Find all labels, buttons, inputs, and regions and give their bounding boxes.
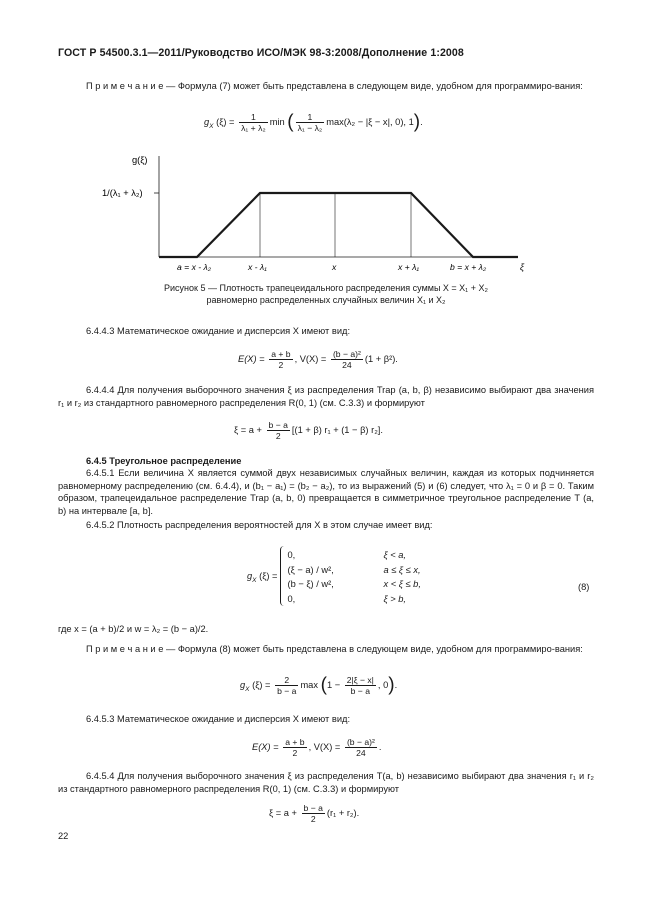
figure-5-caption	[58, 283, 594, 306]
case-row: (ξ − a) / w², a ≤ ξ ≤ x,	[287, 564, 421, 575]
section-6-4-5-title: 6.4.5 Треугольное распределение	[86, 456, 242, 466]
note-2-lead: П р и м е ч а н и е	[86, 644, 164, 654]
formula-7-max: max(λ₂ − |ξ − x|, 0), 1	[326, 116, 414, 127]
figure-caption-line-2: равномерно распределенных случайных величин X₁ и X₂	[206, 294, 446, 305]
figure-caption-line-1: Рисунок 5 — Плотность трапецеидального распределения суммы X = X₁ + X₂	[164, 283, 488, 293]
para-6-4-5-1: 6.4.5.1 Если величина X является суммой двух независимых случайных величин, каждая из которых подчиняется равномерному распределению (см. 6.4.4), и (b₁ − a₁) = (b₂ − a₂), то из выражений (5) и (6) следует, что λ₁ = 0 и β = 0. Таким образом, трапецеидальное распределение Trap (a, b, 0) превращается в симметричное треугольное распределение T (a, b) на интервале [a, b].	[58, 468, 594, 516]
formula-7-arg: (ξ) =	[216, 116, 235, 127]
formula-7-min: min	[269, 116, 285, 127]
case-row: (b − ξ) / w², x < ξ ≤ b,	[287, 579, 421, 590]
formula-8-programming: $g_X$ (ξ) = $\frac{2}{b - a}$ max (1 − $\frac{2|\xi - x|}{b - a}$ , 0).	[240, 674, 398, 696]
para-6-4-4-3: 6.4.4.3 Математическое ожидание и дисперсия X имеют вид:	[86, 326, 351, 336]
x-label-x-plus-l1: x + λ₁	[398, 262, 420, 272]
note-1-text: — Формула (7) может быть представлена в следующем виде, удобном для программиро-вания:	[163, 81, 583, 91]
para-6-4-5-2: 6.4.5.2 Плотность распределения вероятностей для X в этом случае имеет вид:	[86, 520, 433, 530]
y-axis-label: g(ξ)	[132, 155, 148, 165]
x-label-x-minus-l1: x - λ₁	[248, 262, 267, 272]
formula-triangular-sample: ξ = a + $\frac{b - a}{2}$ (r₁ + r₂).	[269, 803, 360, 824]
formula-ex-vx-trap: E(X) = $\frac{a + b}{2}$ , V(X) = $\frac{\text{(b − a)²}}{24}$ (1 + β²).	[238, 349, 398, 370]
note-1-lead: П р и м е ч а н и е	[86, 81, 164, 91]
formula-8: $g_X$ (ξ) = 0, ξ < a, (ξ − a) / w², a ≤ ξ ≤ x, (b − ξ) / w², x < ξ ≤ b, 0, ξ > b,	[246, 545, 422, 609]
para-6-4-5-4: 6.4.5.4 Для получения выборочного значения ξ из распределения T(a, b) независимо выбирают два значения r₁ и r₂ из стандартного равномерного распределения R(0, 1) (см. С.3.3) и формируют	[58, 771, 594, 794]
document-header: ГОСТ Р 54500.3.1—2011/Руководство ИСО/МЭК 98-3:2008/Дополнение 1:2008	[58, 47, 464, 59]
figure-5-trapezoid-plot	[100, 150, 540, 278]
formula-8-number: (8)	[578, 582, 590, 592]
formula-7-frac1: $\frac{1}{\text{λ₁ + λ₂}}$	[241, 112, 266, 133]
formula-7-frac2: $\frac{1}{\text{λ₁ − λ₂}}$	[297, 112, 323, 133]
para-6-4-4-4: 6.4.4.4 Для получения выборочного значения ξ из распределения Trap (a, b, β) независимо выбирают два значения r₁ и r₂ из стандартного равномерного распределения R(0, 1) (см. С.3.3) и формируют	[58, 385, 594, 408]
x-label-a: a = x - λ₂	[177, 262, 212, 272]
x-label-x: x	[332, 262, 337, 272]
formula-7: $g_X$ (ξ) = $\frac{1}{\text{λ₁ + λ₂}}$ min ( $\frac{1}{\text{λ₁ − λ₂}}$ max(λ₂ − |ξ − x|, 0), 1).	[204, 111, 423, 133]
note-2	[58, 643, 594, 656]
x-label-b: b = x + λ₂	[450, 262, 487, 272]
level-label: 1/(λ₁ + λ₂)	[102, 188, 143, 198]
formula-7-lhs-sub: X	[209, 122, 214, 130]
para-6-4-5-3: 6.4.5.3 Математическое ожидание и дисперсия X имеют вид:	[86, 714, 351, 724]
page-number: 22	[58, 831, 69, 841]
case-row: 0, ξ > b,	[287, 593, 406, 604]
formula-ex-vx-triangular: E(X) = $\frac{a + b}{2}$ , V(X) = $\frac{\text{(b − a)²}}{24}$ .	[252, 737, 382, 758]
note-2-text: — Формула (8) может быть представлена в следующем виде, удобном для программиро-вания:	[163, 644, 583, 654]
formula-trap-sample: ξ = a + $\frac{b - a}{2}$ [(1 + β) r₁ + (1 − β) r₂].	[234, 420, 383, 441]
formula-8-cases	[287, 548, 420, 606]
case-row: 0, ξ < a,	[287, 550, 406, 561]
formula-7-lhs: g	[204, 116, 210, 127]
x-axis-label: ξ	[520, 262, 525, 272]
where-clause: где x = (a + b)/2 и w = λ₂ = (b − a)/2.	[58, 624, 209, 634]
trapezoid-density-curve	[159, 193, 518, 257]
note-1	[58, 80, 594, 93]
